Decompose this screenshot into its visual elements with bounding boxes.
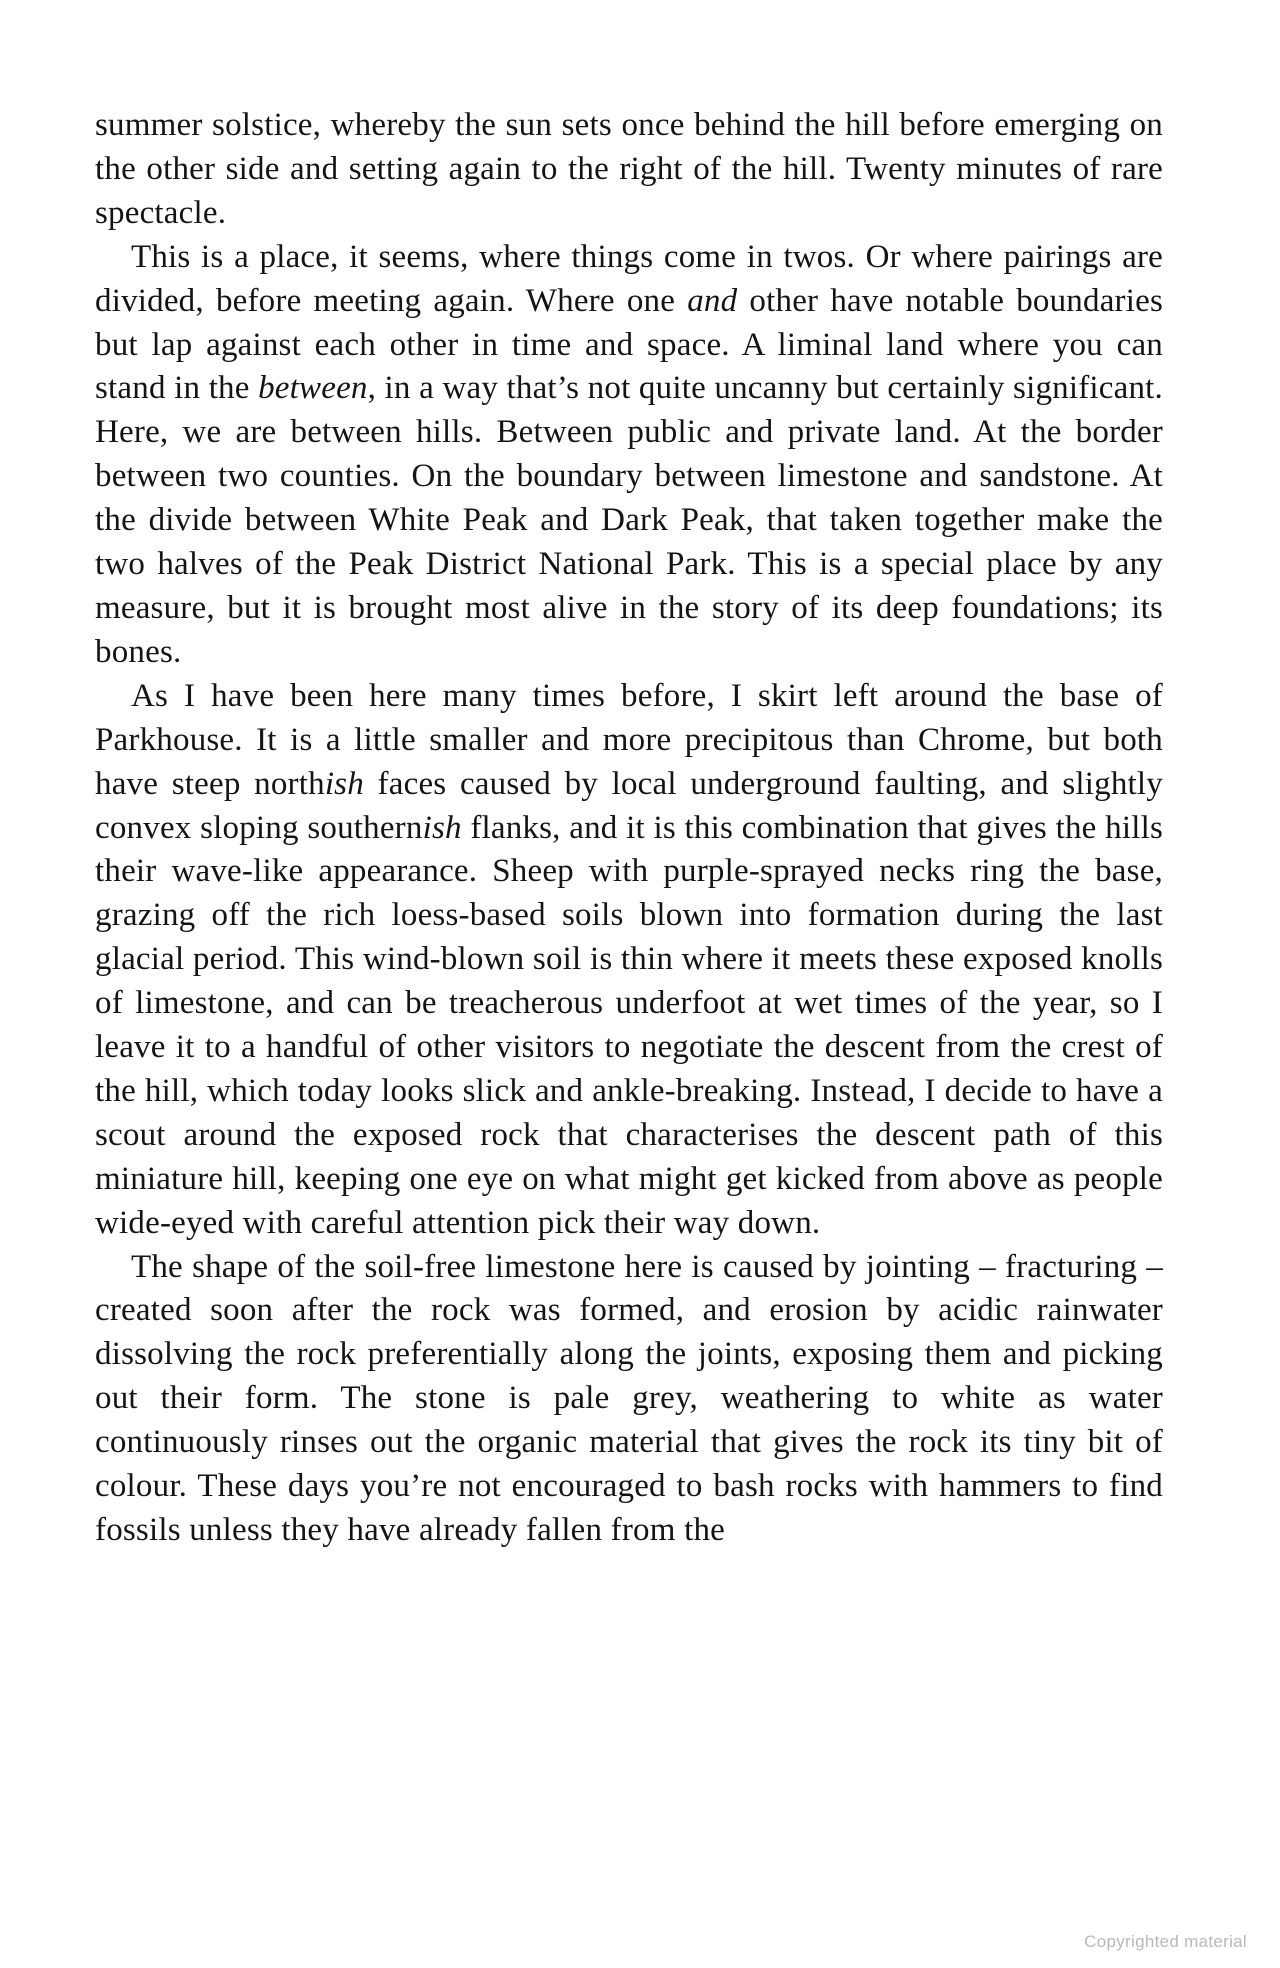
text-segment: The shape of the soil-free limestone here is caused by jointing – fracturing – created soon after the rock was formed, and erosion by acidic rainwater dissolving the rock preferentially along the joints, exposing them and picking out their form. The stone is pale grey, weathering to white as water continuously rinses out the organic material that gives the rock its tiny bit of colour. These days you’re not encouraged to bash rocks with hammers to find fossils unless they have already fallen from the: [95, 1248, 1163, 1548]
paragraph: [95, 675, 1163, 1246]
text-segment: , in a way that’s not quite uncanny but certainly significant. Here, we are between hills. Between public and private land. At the border between two counties. On the boundary between limestone and sandstone. At the divide between White Peak and Dark Peak, that taken together make the two halves of the Peak District National Park. This is a special place by any measure, but it is brought most alive in the story of its deep foundations; its bones.: [95, 370, 1163, 670]
text-segment: summer solstice, whereby the sun sets once behind the hill before emerging on the other side and setting again to the right of the hill. Twenty minutes of rare spectacle.: [95, 107, 1163, 231]
paragraph: [95, 1246, 1163, 1553]
text-segment: This is a place, it seems, where things come in twos. Or where pairings are divided, before meeting again. Where one: [95, 238, 1163, 319]
copyright-watermark: Copyrighted material: [1084, 1932, 1247, 1951]
text-segment: other have notable boundaries but lap against each other in time and space. A liminal land where you can stand in the: [95, 282, 1163, 407]
italic-text-segment: and: [687, 282, 738, 319]
text-segment: faces caused by local underground faulting, and slightly convex sloping southern: [95, 765, 1163, 846]
body-text: [95, 104, 1163, 1553]
paragraph: [95, 236, 1163, 675]
italic-text-segment: ish: [324, 765, 364, 802]
italic-text-segment: ish: [422, 809, 462, 846]
paragraph: [95, 104, 1163, 236]
text-segment: flanks, and it is this combination that gives the hills their wave-like appearance. Sheep with purple-sprayed necks ring the base, grazing off the rich loess-based soils blown into formation during the last glacial period. This wind-blown soil is thin where it meets these exposed knolls of limestone, and can be treacherous underfoot at wet times of the year, so I leave it to a handful of other visitors to negotiate the descent from the crest of the hill, which today looks slick and ankle-breaking. Instead, I decide to have a scout around the exposed rock that characterises the descent path of this miniature hill, keeping one eye on what might get kicked from above as people wide-eyed with careful attention pick their way down.: [95, 809, 1163, 1241]
text-segment: As I have been here many times before, I skirt left around the base of Parkhouse. It is a little smaller and more precipitous than Chrome, but both have steep north: [95, 677, 1163, 802]
italic-text-segment: between: [258, 370, 368, 407]
